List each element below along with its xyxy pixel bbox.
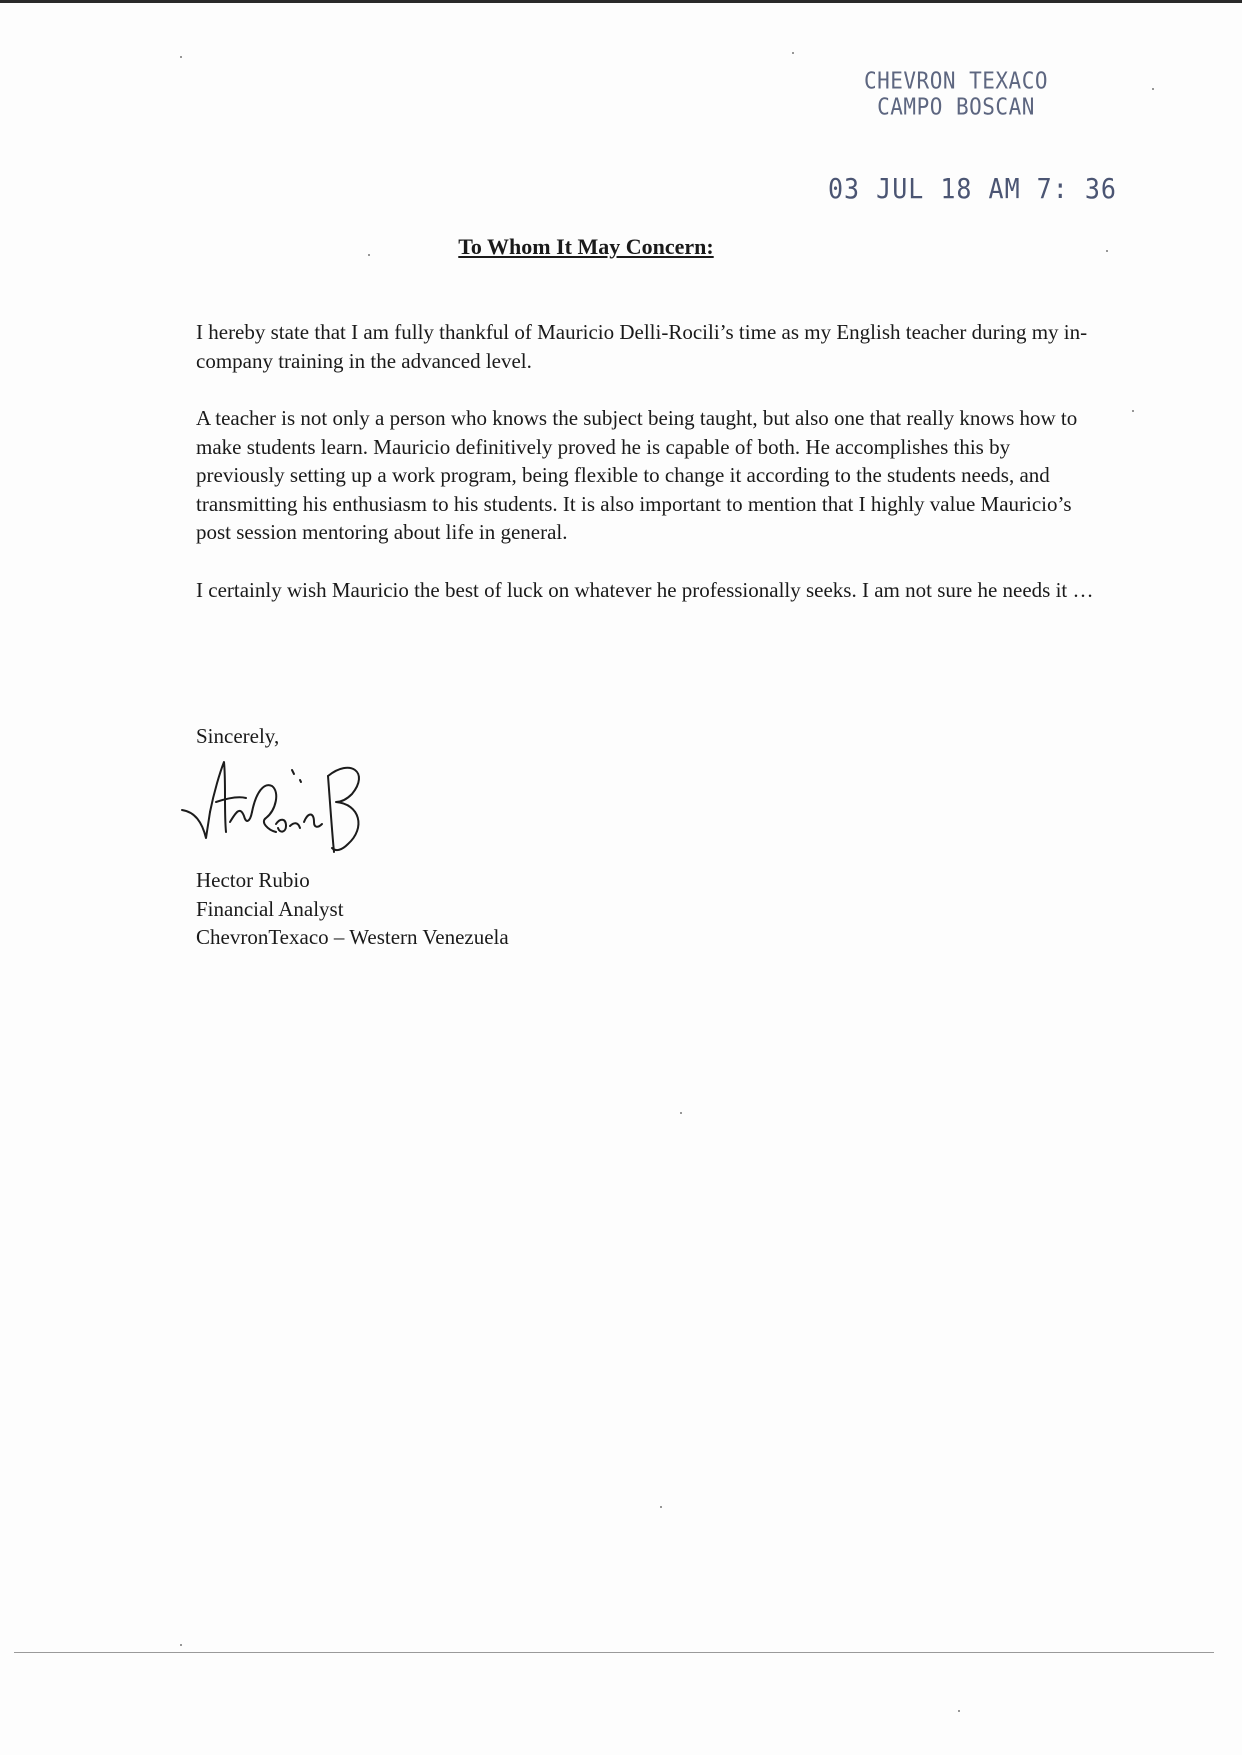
scan-speck <box>660 1506 662 1508</box>
signer-title: Financial Analyst <box>196 896 344 921</box>
scan-speck <box>180 56 182 58</box>
signer-name: Hector Rubio <box>196 868 310 892</box>
handwritten-signature <box>180 752 370 862</box>
scan-speck <box>1132 410 1134 412</box>
scan-speck <box>180 1644 182 1646</box>
signer-block <box>196 866 509 952</box>
stamp-datetime: 03 JUL 18 AM 7: 36 <box>828 172 1117 205</box>
scan-speck <box>958 1710 960 1712</box>
scan-bottom-rule <box>14 1652 1214 1653</box>
scan-top-edge <box>0 0 1242 3</box>
scan-speck <box>1106 250 1108 252</box>
paragraph-3: I certainly wish Mauricio the best of luck on whatever he professionally seeks. I am not sure he needs it … <box>196 577 1094 602</box>
received-stamp <box>856 68 1056 120</box>
scan-speck <box>1152 88 1154 90</box>
scan-speck <box>792 52 794 54</box>
closing-line: Sincerely, <box>196 724 280 748</box>
letter-body <box>196 318 1096 633</box>
stamp-line-site: CAMPO BOSCAN <box>877 94 1035 120</box>
signer-organization: ChevronTexaco – Western Venezuela <box>196 925 509 949</box>
paragraph-1: I hereby state that I am fully thankful of Mauricio Delli-Rocili’s time as my English teacher during my in-company training in the advanced level. <box>196 320 1088 373</box>
scan-speck <box>368 254 370 256</box>
stamp-line-company: CHEVRON TEXACO <box>863 68 1048 94</box>
paragraph-2: A teacher is not only a person who knows the subject being taught, but also one that really knows how to make students learn. Mauricio definitively proved he is capable of both. He accomplishes this by previously setting up a work program, being flexible to change it according to the students needs, and transmitting his enthusiasm to his students. It is also important to mention that I highly value Mauricio’s post session mentoring about life in general. <box>196 406 1078 544</box>
salutation-heading: To Whom It May Concern: <box>458 234 714 259</box>
scan-speck <box>680 1112 682 1114</box>
